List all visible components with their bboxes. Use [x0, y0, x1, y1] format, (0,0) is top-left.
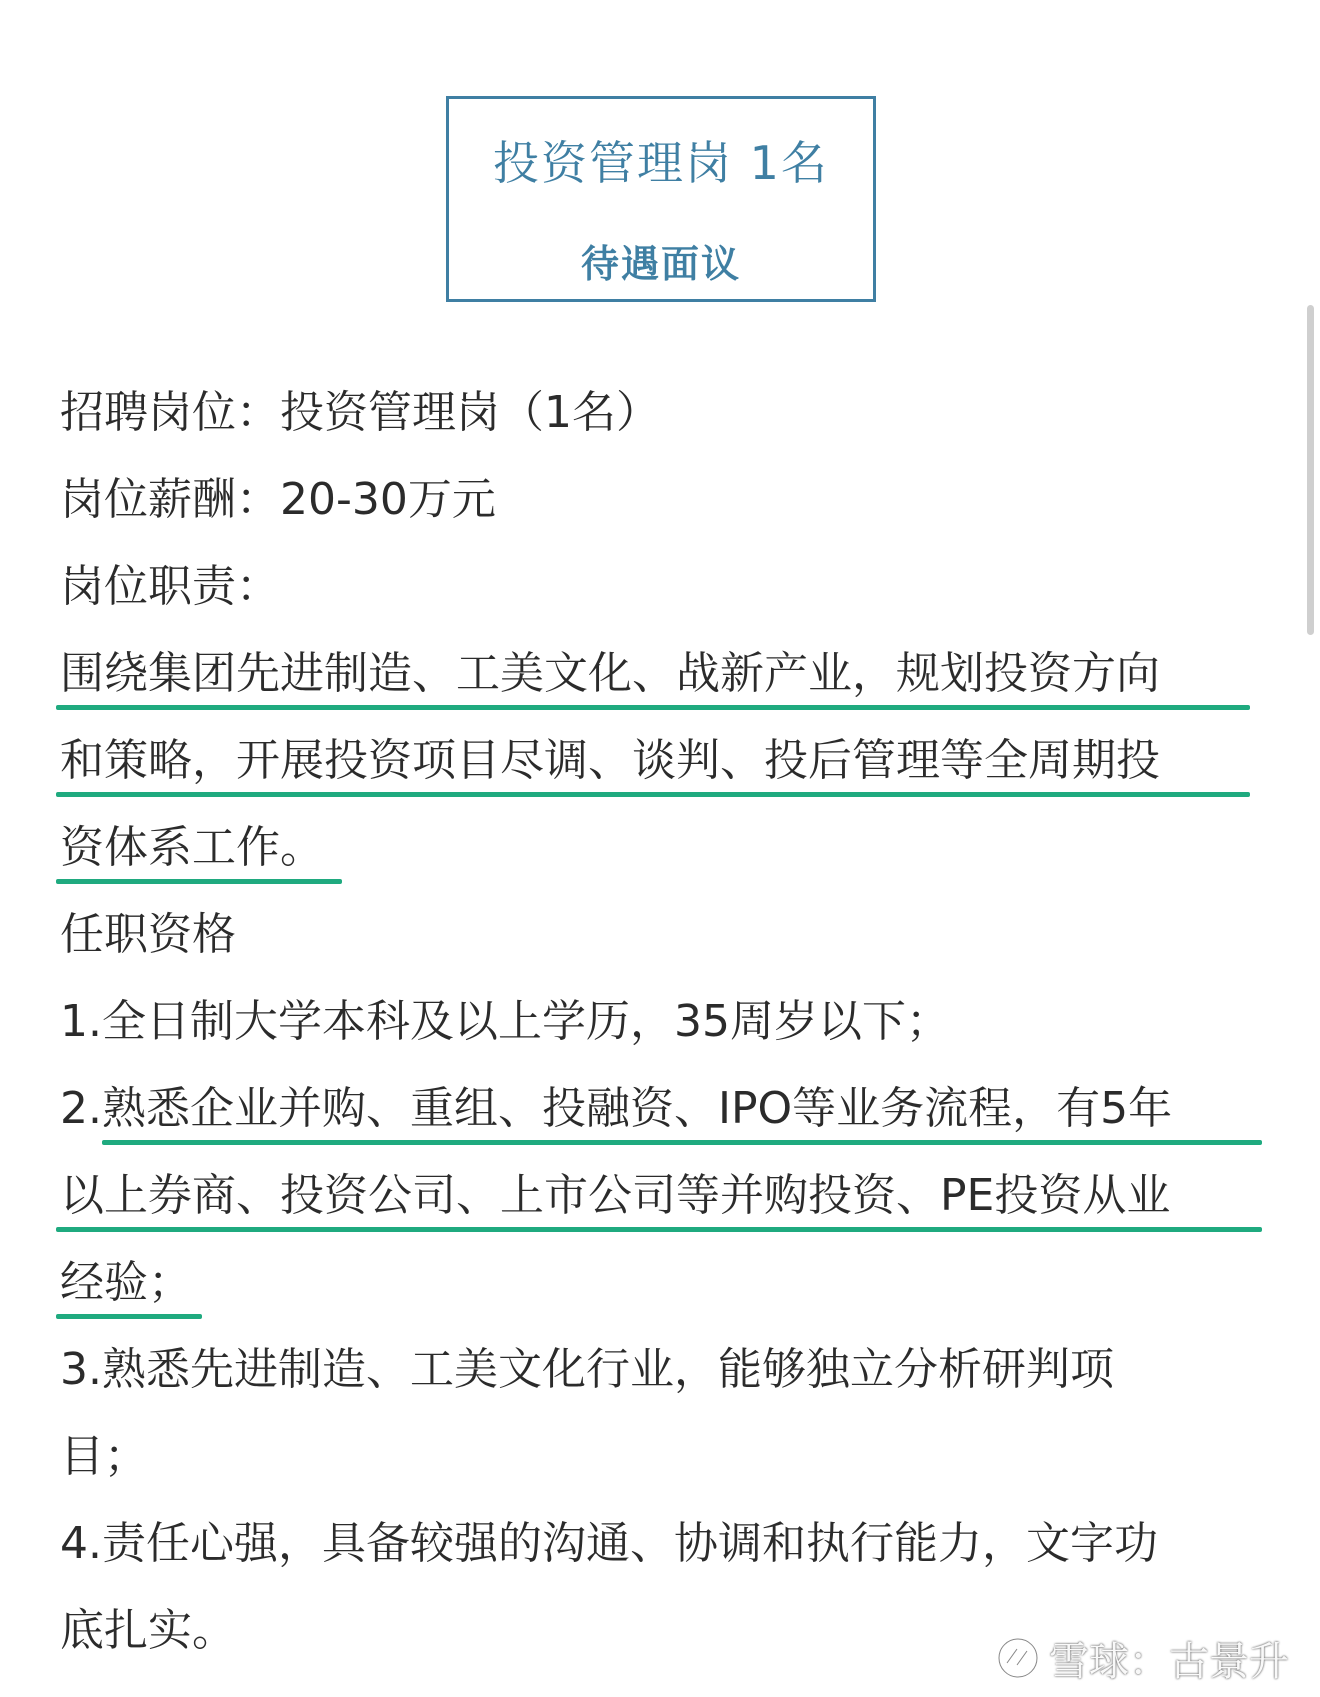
duties-line-2 [60, 731, 1270, 818]
requirement-3-text-2: 目； [60, 1431, 148, 1482]
highlight-underline [102, 1140, 1262, 1145]
job-title: 投资管理岗 1名 [493, 136, 829, 190]
requirement-1 [60, 992, 1270, 1079]
requirement-2-line-3 [60, 1253, 1270, 1340]
highlight-underline [56, 792, 1250, 797]
salary-text: 岗位薪酬：20-30万元 [60, 474, 496, 525]
requirement-2-text-3: 经验； [60, 1257, 192, 1308]
highlight-underline [56, 879, 342, 884]
duties-text-2: 和策略，开展投资项目尽调、谈判、投后管理等全周期投 [60, 735, 1160, 786]
requirement-2-text-1: 2.熟悉企业并购、重组、投融资、IPO等业务流程，有5年 [60, 1083, 1173, 1134]
requirement-3-line-2 [60, 1427, 1270, 1514]
salary-line [60, 470, 1270, 557]
job-description [60, 383, 1270, 1688]
requirement-2-line-1 [60, 1079, 1270, 1166]
salary-note: 待遇面议 [580, 242, 741, 286]
snowball-logo-icon [995, 1635, 1041, 1681]
duties-heading-text: 岗位职责： [60, 561, 280, 612]
highlight-underline [56, 1314, 202, 1319]
position-line [60, 383, 1270, 470]
duties-heading [60, 557, 1270, 644]
watermark [995, 1634, 1289, 1685]
requirement-4-text-2: 底扎实。 [60, 1605, 236, 1656]
position-text: 招聘岗位：投资管理岗（1名） [60, 387, 660, 438]
highlight-underline [56, 705, 1250, 710]
duties-text-1: 围绕集团先进制造、工美文化、战新产业，规划投资方向 [60, 648, 1160, 699]
scrollbar[interactable] [1307, 305, 1314, 635]
duties-line-3 [60, 818, 1270, 905]
job-title-card [446, 96, 876, 302]
duties-text-3: 资体系工作。 [60, 822, 324, 873]
qualifications-heading [60, 905, 1270, 992]
requirement-2-text-2: 以上券商、投资公司、上市公司等并购投资、PE投资从业 [60, 1170, 1171, 1221]
qualifications-heading-text: 任职资格 [60, 909, 236, 960]
duties-line-1 [60, 644, 1270, 731]
requirement-4-line-1 [60, 1514, 1270, 1601]
requirement-2-line-2 [60, 1166, 1270, 1253]
highlight-underline [56, 1227, 1262, 1232]
requirement-1-text: 1.全日制大学本科及以上学历，35周岁以下； [60, 996, 950, 1047]
requirement-3-text-1: 3.熟悉先进制造、工美文化行业，能够独立分析研判项 [60, 1344, 1114, 1395]
watermark-text: 雪球：古景升 [1049, 1638, 1289, 1685]
requirement-3-line-1 [60, 1340, 1270, 1427]
requirement-4-text-1: 4.责任心强，具备较强的沟通、协调和执行能力，文字功 [60, 1518, 1158, 1569]
